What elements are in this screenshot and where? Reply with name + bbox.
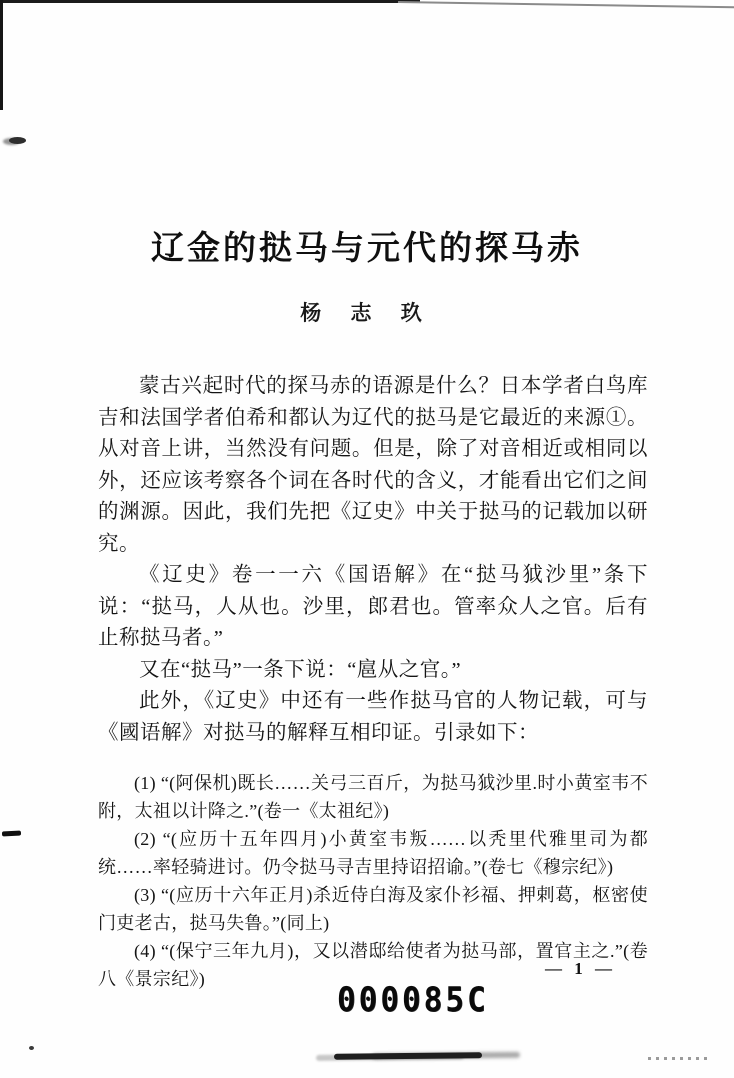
quotation: (1) “(阿保机)既长……关弓三百斤，为挞马狘沙里.时小黄室韦不附，太祖以计降之.”(卷一《太祖纪》) (98, 773, 648, 821)
scan-smudge-left (9, 137, 26, 144)
article-author: 杨 志 玖 (300, 301, 434, 325)
scan-dash-left-margin (2, 831, 21, 837)
library-stamp: 000085C (337, 980, 489, 1020)
scan-edge-left (0, 0, 3, 110)
paragraph: 此外，《辽史》中还有一些作挞马官的人物记载，可与《國语解》对挞马的解释互相印证。引录如下： (98, 690, 648, 744)
quotation: (3) “(应历十六年正月)杀近侍白海及家仆衫福、押剌葛，枢密使门吏老古，挞马失鲁。”(同上) (98, 885, 648, 933)
scan-edge-top-right (398, 1, 734, 8)
article-title: 辽金的挞马与元代的探马赤 (151, 231, 583, 267)
article-body (98, 371, 648, 993)
scan-dot-bottom-left (29, 1046, 34, 1050)
paragraph: 蒙古兴起时代的探马赤的语源是什么？日本学者白鸟库吉和法国学者伯希和都认为辽代的挞马是它最近的来源①。从对音上讲，当然没有问题。但是，除了对音相近或相同以外，还应该考察各个词在各时代的含义，才能看出它们之间的渊源。因此，我们先把《辽史》中关于挞马的记载加以研究。 (98, 375, 648, 555)
quotation: (4) “(保宁三年九月)，又以潜邸给使者为挞马部，置官主之.”(卷八《景宗纪》) (98, 941, 648, 989)
quotation: (2) “(应历十五年四月)小黄室韦叛……以秃里代雅里司为都统……率轻骑进讨。仍令挞马寻吉里持诏招谕。”(卷七《穆宗纪》) (98, 829, 648, 877)
scan-edge-top (0, 0, 420, 3)
paragraph: 《辽史》卷一一六《国语解》在“挞马狘沙里”条下说：“挞马，人从也。沙里，郎君也。管率众人之官。后有止称挞马者。” (98, 564, 648, 649)
scan-smear-bottom (334, 1052, 482, 1060)
scan-dots-bottom-right (648, 1057, 712, 1060)
paragraph: 又在“挞马”一条下说：“扈从之官。” (139, 658, 462, 681)
page-number: — 1 — (545, 959, 616, 978)
